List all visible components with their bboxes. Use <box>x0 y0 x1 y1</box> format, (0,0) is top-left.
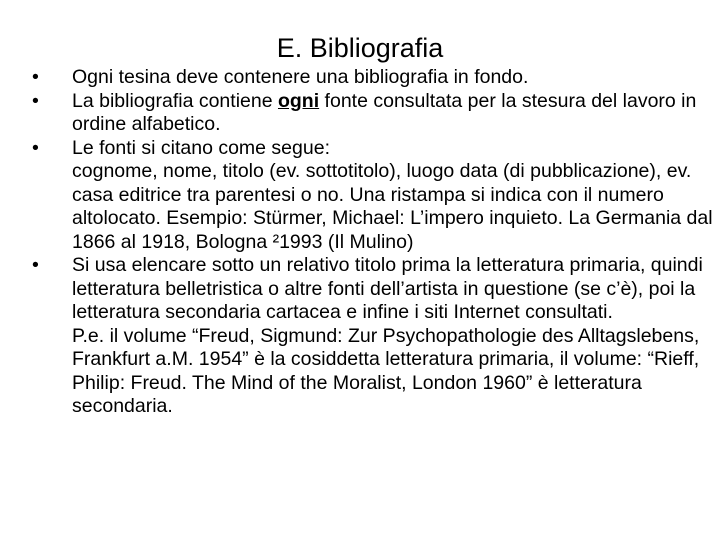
bullet-text-end: fonte consultata per la stesura del lavoro in ordine alfabetico. <box>72 89 697 135</box>
bullet-item <box>25 66 715 90</box>
bullet-item <box>25 90 715 137</box>
bullet-icon: • <box>32 254 39 276</box>
bullet-text: Ogni tesina deve contenere una bibliografia in fondo. <box>72 66 529 88</box>
bullet-icon: • <box>32 66 39 88</box>
slide-title: E. Bibliografia <box>276 33 444 63</box>
bullet-item <box>25 254 715 419</box>
bullet-list <box>25 66 715 419</box>
bullet-item <box>25 137 715 255</box>
bullet-text: Le fonti si citano come segue: <box>72 136 330 159</box>
bullet-text: Si usa elencare sotto un relativo titolo prima la letteratura primaria, quindi letteratura belletristica o altre fonti dell’artista in questione (se c’è), poi la letteratura secondaria cartacea e infine i siti Internet consultati. <box>72 254 703 323</box>
bullet-text-start: La bibliografia contiene <box>72 89 278 112</box>
bullet-text <box>72 90 715 137</box>
emphasized-word: ogni <box>277 89 320 112</box>
citation-format-paragraph: cognome, nome, titolo (ev. sottotitolo), luogo data (di pubblicazione), ev. casa editrice tra parentesi o no. Una ristampa si indica con il numero altolocato. Esempio: Stürmer, Michael: L’impero inquieto. La Germania dal 1866 al 1918, Bologna ²1993 (Il Mulino) <box>72 160 713 253</box>
bullet-icon: • <box>32 136 39 159</box>
example-paragraph: P.e. il volume “Freud, Sigmund: Zur Psychopathologie des Alltagslebens, Frankfurt a.M. 1954” è la cosiddetta letteratura primaria, il volume: “Rieff, Philip: Freud. The Mind of the Moralist, London 1960” è letteratura secondaria. <box>72 324 700 417</box>
bullet-icon: • <box>32 89 39 112</box>
